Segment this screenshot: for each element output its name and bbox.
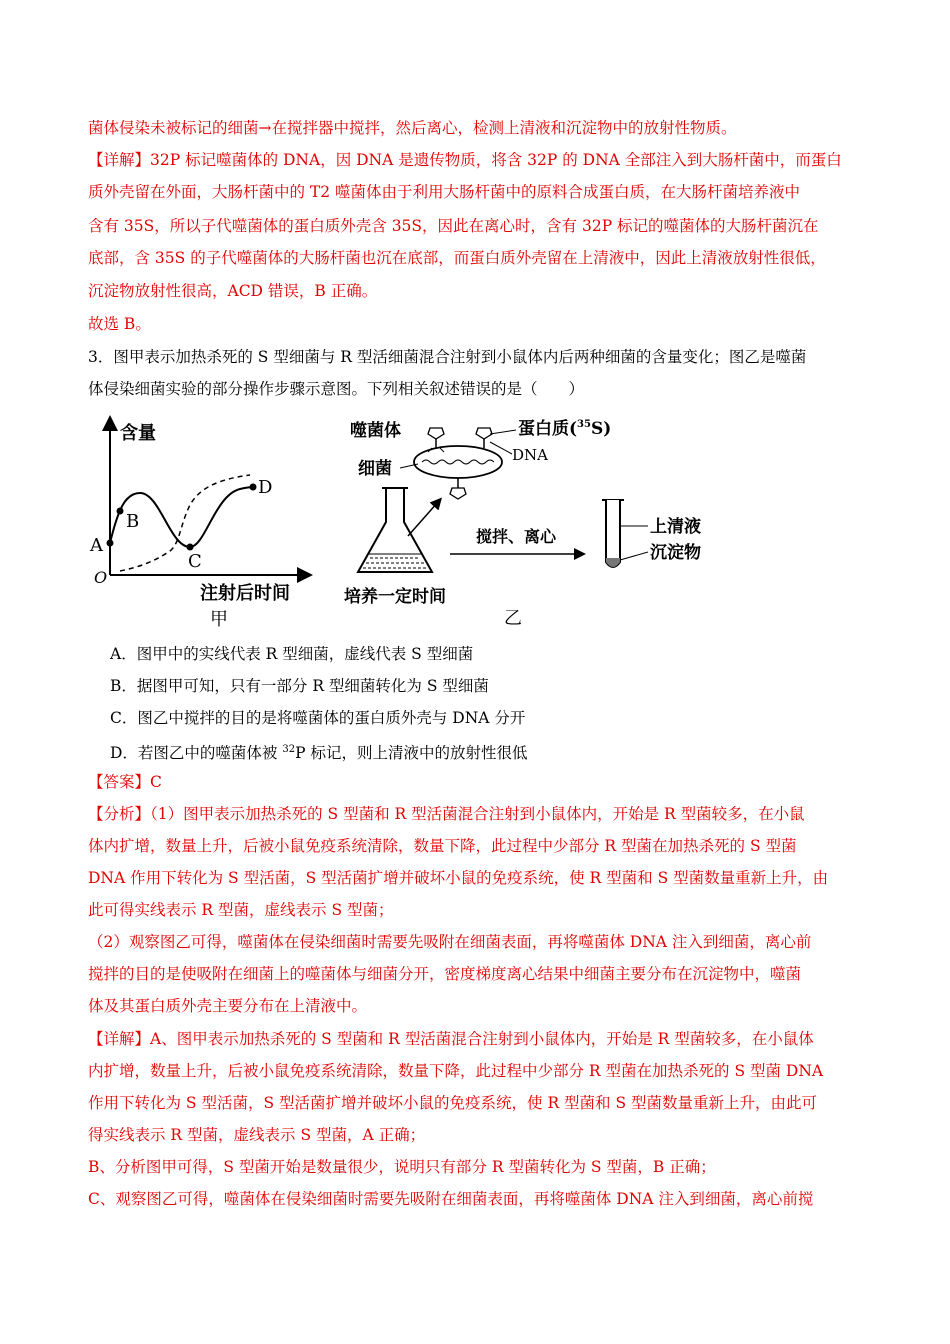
- conclusion-line: 故选 B。: [88, 315, 151, 333]
- protein-label: 蛋白质($^{35}$S): [518, 419, 612, 439]
- phage-right: [476, 428, 492, 448]
- explanation-line-6: 沉淀物放射性很高，ACD 错误，B 正确。: [88, 282, 378, 300]
- sediment-pointer: [620, 552, 648, 560]
- figure-yi: [340, 412, 720, 634]
- explanation-line-4: 含有 35S，所以子代噬菌体的蛋白质外壳含 35S，因此在离心时，含有 32P 标记的噬菌体的大肠杆菌沉在: [88, 217, 819, 235]
- explanation-line-2: 【详解】32P 标记噬菌体的 DNA，因 DNA 是遗传物质，将含 32P 的 DNA 全部注入到大肠杆菌中，而蛋白: [88, 151, 842, 169]
- culture-flask: [358, 488, 432, 572]
- point-d-label: D: [258, 477, 273, 498]
- origin-label: O: [94, 568, 108, 587]
- dna-label: DNA: [512, 446, 548, 464]
- detail-line-3: 作用下转化为 S 型活菌，S 型活菌扩增并破坏小鼠的免疫系统，使 R 型菌和 S 型菌数量重新上升，由此可: [88, 1094, 818, 1112]
- bacterium-cell: [414, 446, 502, 478]
- explanation-line-1: 菌体侵染未被标记的细菌→在搅拌器中搅拌，然后离心，检测上清液和沉淀物中的放射性物质。: [88, 119, 737, 137]
- option-d: D．若图乙中的噬菌体被 $^{32}$P 标记，则上清液中的放射性很低: [110, 744, 528, 763]
- point-b-label: B: [126, 511, 140, 532]
- answer-line: 【答案】C: [88, 773, 162, 791]
- detail-line-2: 内扩增，数量上升，后被小鼠免疫系统清除，数量下降，此过程中少部分 R 型菌在加热杀死的 S 型菌 DNA: [88, 1062, 824, 1080]
- supernatant-label: 上清液: [650, 517, 701, 537]
- detail-line-5: B、分析图甲可得，S 型菌开始是数量很少，说明只有部分 R 型菌转化为 S 型菌，B 正确；: [88, 1158, 716, 1176]
- analysis-line-1: 【分析】（1）图甲表示加热杀死的 S 型菌和 R 型活菌混合注射到小鼠体内，开始是 R 型菌较多，在小鼠: [88, 805, 805, 823]
- figure-jia: [80, 415, 330, 635]
- question-stem-line-1: 3．图甲表示加热杀死的 S 型细菌与 R 型活细菌混合注射到小鼠体内后两种细菌的含量变化；图乙是噬菌: [88, 348, 807, 366]
- analysis-line-5: （2）观察图乙可得，噬菌体在侵染细菌时需要先吸附在细菌表面，再将噬菌体 DNA 注入到细菌，离心前: [88, 933, 812, 951]
- point-c-dot: [187, 544, 194, 551]
- analysis-line-4: 此可得实线表示 R 型菌，虚线表示 S 型菌；: [88, 901, 394, 919]
- detail-line-6: C、观察图乙可得，噬菌体在侵染细菌时需要先吸附在细菌表面，再将噬菌体 DNA 注入到细菌，离心前搅: [88, 1190, 814, 1208]
- analysis-line-6: 搅拌的目的是使吸附在细菌上的噬菌体与细菌分开，密度梯度离心结果中细菌主要分布在沉淀物中，噬菌: [88, 965, 802, 983]
- phage-bottom: [450, 478, 466, 499]
- step-label: 搅拌、离心: [476, 527, 557, 546]
- explanation-line-5: 底部，含 35S 的子代噬菌体的大肠杆菌也沉在底部，而蛋白质外壳留在上清液中，因此上清液放射性很低，: [88, 249, 826, 267]
- detail-line-1: 【详解】A、图甲表示加热杀死的 S 型菌和 R 型活菌混合注射到小鼠体内，开始是 R 型菌较多，在小鼠体: [88, 1030, 814, 1048]
- question-stem-line-2: 体侵染细菌实验的部分操作步骤示意图。下列相关叙述错误的是（ ）: [88, 380, 585, 398]
- option-c: C．图乙中搅拌的目的是将噬菌体的蛋白质外壳与 DNA 分开: [110, 709, 526, 727]
- sediment-label: 沉淀物: [650, 543, 701, 563]
- figure-yi-caption: 乙: [504, 608, 522, 629]
- point-d-dot: [250, 484, 257, 491]
- detail-line-4: 得实线表示 R 型菌，虚线表示 S 型菌，A 正确；: [88, 1126, 426, 1144]
- culture-label: 培养一定时间: [344, 587, 446, 607]
- bacteria-label: 细菌: [358, 459, 392, 479]
- analysis-line-3: DNA 作用下转化为 S 型活菌，S 型活菌扩增并破坏小鼠的免疫系统，使 R 型菌和 S 型菌数量重新上升，由: [88, 869, 829, 887]
- point-b-dot: [117, 508, 124, 515]
- analysis-line-7: 体及其蛋白质外壳主要分布在上清液中。: [88, 997, 368, 1015]
- phage-label: 噬菌体: [350, 421, 401, 441]
- option-a: A．图甲中的实线代表 R 型细菌，虚线代表 S 型细菌: [110, 645, 474, 663]
- explanation-line-3: 质外壳留在外面，大肠杆菌中的 T2 噬菌体由于利用大肠杆菌中的原料合成蛋白质，在大肠杆菌培养液中: [88, 183, 801, 201]
- point-c-label: C: [188, 551, 202, 572]
- figure-jia-caption: 甲: [210, 609, 228, 630]
- flask-to-bacterium-arrow: [408, 502, 438, 536]
- point-a-label: A: [90, 535, 103, 556]
- x-axis-label: 注射后时间: [200, 583, 290, 604]
- dashed-curve-s-type: [120, 475, 250, 571]
- point-a-dot: [107, 540, 114, 547]
- protein-pointer: [490, 430, 516, 434]
- option-b: B．据图甲可知，只有一部分 R 型细菌转化为 S 型细菌: [110, 677, 489, 695]
- test-tube: [602, 500, 624, 567]
- y-axis-label: 含量: [120, 423, 156, 444]
- analysis-line-2: 体内扩增，数量上升，后被小鼠免疫系统清除，数量下降，此过程中少部分 R 型菌在加热杀死的 S 型菌: [88, 837, 797, 855]
